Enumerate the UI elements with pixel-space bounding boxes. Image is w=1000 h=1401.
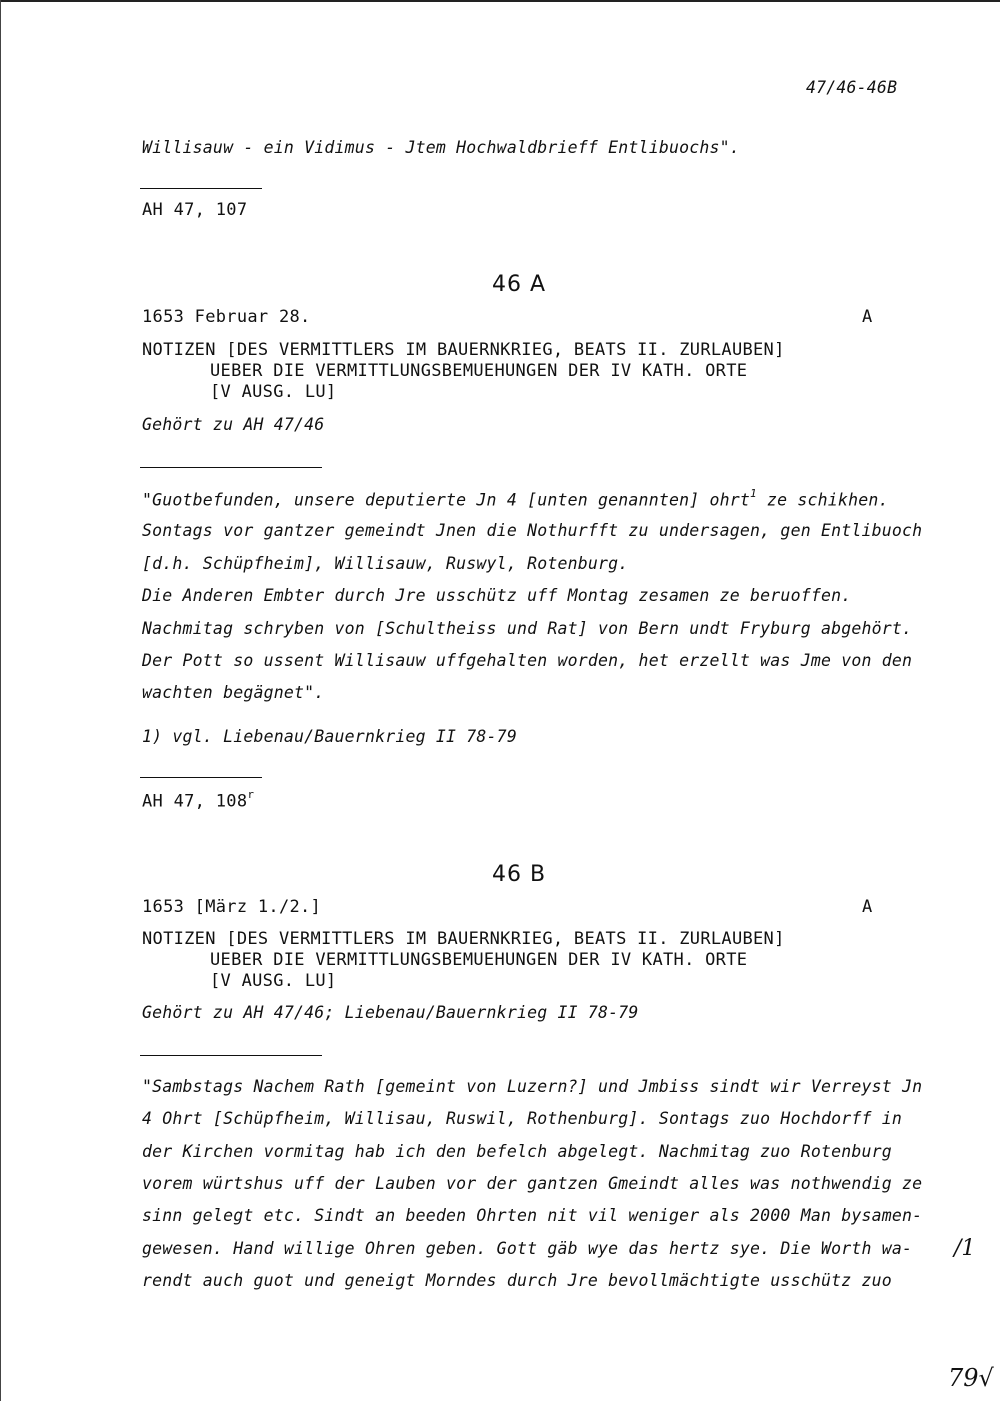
divider-rule — [140, 1055, 322, 1056]
transcription-line: [d.h. Schüpfheim], Willisauw, Ruswyl, Rotenburg. — [142, 554, 629, 573]
transcription-line: Nachmitag schryben von [Schultheiss und Rat] von Bern undt Fryburg abgehört. — [142, 619, 913, 638]
transcription-line: gewesen. Hand willige Ohren geben. Gott gäb wye das hertz sye. Die Worth wa- — [142, 1239, 913, 1258]
transcription-line: der Kirchen vormitag hab ich den befelch abgelegt. Nachmitag zuo Rotenburg — [142, 1142, 892, 1161]
footnote: 1) vgl. Liebenau/Bauernkrieg II 78-79 — [142, 727, 517, 746]
page-border-left — [0, 0, 1, 1401]
document-number: 46 A — [492, 272, 547, 297]
transcription-line: wachten begägnet". — [142, 683, 325, 702]
document-title-line: UEBER DIE VERMITTLUNGSBEMUEHUNGEN DER IV KATH. ORTE — [210, 361, 748, 381]
transcription-line: Sontags vor gantzer gemeindt Jnen die Nothurfft zu undersagen, gen Entlibuoch — [142, 521, 923, 540]
transcription-line: sinn gelegt etc. Sindt an beeden Ohrten nit vil weniger als 2000 Man bysamen- — [142, 1206, 923, 1225]
document-date: 1653 Februar 28. — [142, 307, 311, 327]
document-type-marker: A — [862, 307, 873, 327]
belongs-to-note: Gehört zu AH 47/46 — [142, 415, 325, 434]
footnote-marker: 1 — [750, 487, 757, 500]
transcription-line: rendt auch guot und geneigt Morndes durch Jre bevollmächtigte usschütz zuo — [142, 1271, 892, 1290]
intro-line: Willisauw - ein Vidimus - Jtem Hochwaldbrieff Entlibuochs". — [142, 138, 740, 157]
transcription-line — [142, 489, 889, 510]
transcription-text: "Guotbefunden, unsere deputierte Jn 4 [unten genannten] ohrt — [142, 490, 751, 510]
page-stamp: 79√ — [948, 1364, 994, 1392]
divider-rule — [140, 777, 262, 778]
end-reference-text: AH 47, 108 — [142, 791, 248, 812]
document-number: 46 B — [492, 862, 547, 887]
page-reference: 47/46-46B — [806, 78, 898, 97]
document-date: 1653 [März 1./2.] — [142, 897, 322, 917]
document-title-line: NOTIZEN [DES VERMITTLERS IM BAUERNKRIEG, BEATS II. ZURLAUBEN] — [142, 929, 785, 949]
transcription-line: Der Pott so ussent Willisauw uffgehalten worden, het erzellt was Jme von den — [142, 651, 913, 670]
margin-mark: /1 — [954, 1236, 976, 1261]
source-reference: AH 47, 107 — [142, 200, 248, 220]
transcription-line: 4 Ohrt [Schüpfheim, Willisau, Ruswil, Rothenburg]. Sontags zuo Hochdorff in — [142, 1109, 903, 1128]
recto-marker: r — [247, 788, 255, 801]
end-source-reference — [142, 790, 254, 812]
transcription-line: vorem würtshus uff der Lauben vor der gantzen Gmeindt alles was nothwendig ze — [142, 1174, 923, 1193]
document-title-line: [V AUSG. LU] — [210, 382, 337, 402]
document-title-line: [V AUSG. LU] — [210, 971, 337, 991]
document-title-line: UEBER DIE VERMITTLUNGSBEMUEHUNGEN DER IV KATH. ORTE — [210, 950, 748, 970]
page-border-top — [0, 0, 1000, 2]
divider-rule — [140, 188, 262, 189]
belongs-to-note: Gehört zu AH 47/46; Liebenau/Bauernkrieg II 78-79 — [142, 1003, 639, 1022]
transcription-line: Die Anderen Embter durch Jre usschütz uff Montag zesamen ze beruoffen. — [142, 586, 852, 605]
divider-rule — [140, 467, 322, 468]
document-title-line: NOTIZEN [DES VERMITTLERS IM BAUERNKRIEG, BEATS II. ZURLAUBEN] — [142, 340, 785, 360]
transcription-text: ze schikhen. — [756, 490, 889, 510]
document-type-marker: A — [862, 897, 873, 917]
transcription-line: "Sambstags Nachem Rath [gemeint von Luzern?] und Jmbiss sindt wir Verreyst Jn — [142, 1077, 923, 1096]
